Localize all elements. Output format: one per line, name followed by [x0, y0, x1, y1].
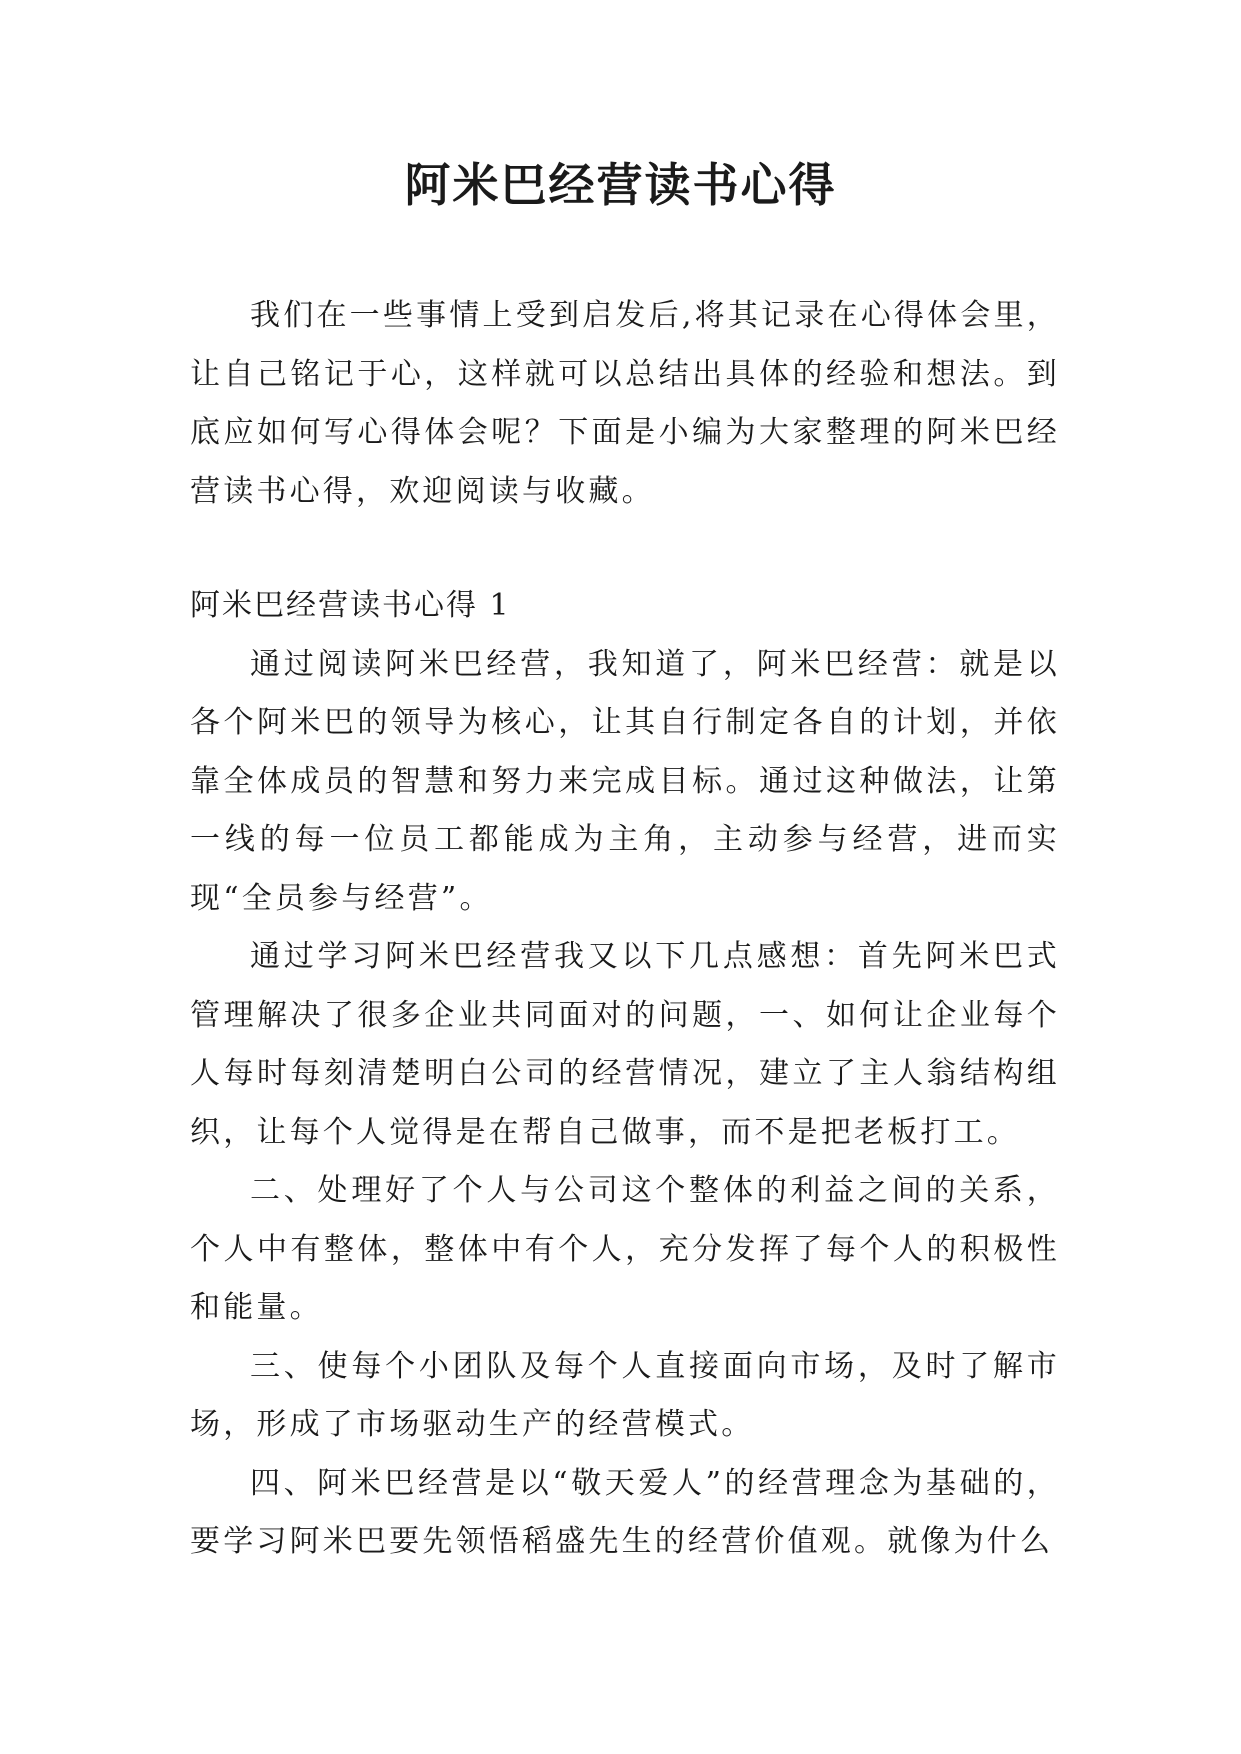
section-heading: 阿米巴经营读书心得 1: [190, 588, 511, 623]
body-paragraph: 通过学习阿米巴经营我又以下几点感想：首先阿米巴式管理解决了很多企业共同面对的问题，一、如何让企业每个人每时每刻清楚明白公司的经营情况，建立了主人翁结构组织，让每个人觉得是在帮自己做事，而不是把老板打工。: [190, 939, 1060, 1150]
intro-paragraph: 我们在一些事情上受到启发后,将其记录在心得体会里，让自己铭记于心，这样就可以总结出具体的经验和想法。到底应如何写心得体会呢？下面是小编为大家整理的阿米巴经营读书心得，欢迎阅读与收藏。: [190, 298, 1060, 509]
document-body: [190, 287, 1060, 1572]
body-paragraph: 四、阿米巴经营是以“敬天爱人”的经营理念为基础的，要学习阿米巴要先领悟稻盛先生的经营价值观。就像为什么: [190, 1465, 1060, 1559]
document-title: 阿米巴经营读书心得: [404, 158, 837, 212]
body-paragraph: 通过阅读阿米巴经营，我知道了，阿米巴经营：就是以各个阿米巴的领导为核心，让其自行制定各自的计划，并依靠全体成员的智慧和努力来完成目标。通过这种做法，让第一线的每一位员工都能成为主角，主动参与经营，进而实现“全员参与经营”。: [190, 646, 1060, 916]
body-paragraph: 三、使每个小团队及每个人直接面向市场，及时了解市场，形成了市场驱动生产的经营模式。: [190, 1348, 1060, 1442]
body-paragraph: 二、处理好了个人与公司这个整体的利益之间的关系，个人中有整体，整体中有个人，充分发挥了每个人的积极性和能量。: [190, 1173, 1060, 1325]
